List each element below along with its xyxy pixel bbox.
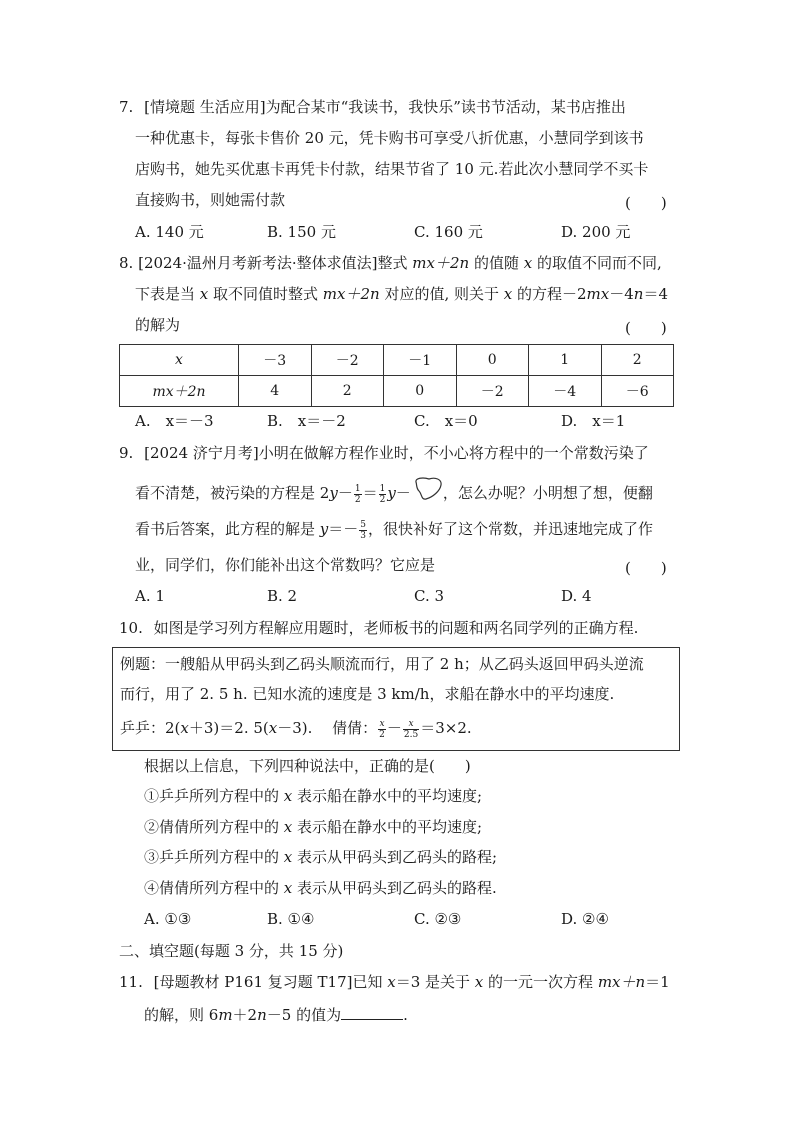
- box-text: ＝3×2.: [420, 719, 472, 737]
- section-heading: 二、填空题(每题 3 分，共 15 分): [119, 942, 344, 960]
- table-cell: －4: [529, 376, 602, 407]
- q9-text: 看书后答案，此方程的解是: [135, 520, 320, 538]
- q10-option-b[interactable]: B. ①④: [267, 910, 315, 928]
- frac-num: x: [379, 718, 385, 729]
- q8-line2: [135, 283, 668, 305]
- stmt-text: ②倩倩所列方程中的: [144, 818, 284, 836]
- q9-option-b[interactable]: B. 2: [267, 587, 298, 605]
- q8-text: 的值随: [469, 254, 524, 272]
- q9-line2: [135, 477, 653, 511]
- frac-den: 3: [360, 530, 367, 541]
- table-head-x: x: [175, 352, 183, 368]
- stmt-text: ③乒乒所列方程中的: [144, 848, 284, 866]
- q8-text: 对应的值, 则关于: [379, 285, 504, 303]
- q10-statement-1: [144, 785, 482, 807]
- q11-var: n: [257, 1006, 267, 1024]
- q9-text: 看不清楚，被污染的方程是 2: [135, 484, 330, 502]
- q7-line1: [119, 96, 626, 118]
- q11-text: .: [403, 1006, 408, 1024]
- q7-option-d[interactable]: D. 200 元: [561, 223, 631, 241]
- q7-option-c[interactable]: C. 160 元: [414, 223, 483, 241]
- q7-option-a[interactable]: A. 140 元: [135, 223, 204, 241]
- q11-expr: mx＋n: [597, 973, 646, 991]
- q9-var: y: [319, 520, 329, 538]
- q8-option-a[interactable]: A. x＝－3: [135, 412, 214, 430]
- frac-num: 1: [354, 483, 361, 494]
- stmt-var: x: [283, 818, 293, 836]
- box-var: x: [180, 719, 189, 737]
- q11-var: x: [474, 973, 484, 991]
- q8-expr: mx＋2n: [322, 285, 380, 303]
- box-fraction: [378, 719, 386, 740]
- table-cell: －1: [384, 345, 457, 376]
- q8-text: －4: [609, 285, 634, 303]
- frac-num: 1: [379, 483, 386, 494]
- table-header-cell: [120, 376, 239, 407]
- q11-text: ＝3 是关于: [395, 973, 475, 991]
- table-cell: －6: [601, 376, 674, 407]
- q11-var: x: [387, 973, 396, 991]
- q8-option-c[interactable]: C. x＝0: [414, 412, 478, 430]
- q9-option-a[interactable]: A. 1: [135, 587, 165, 605]
- box-line2: 而行，用了 2. 5 h. 已知水流的速度是 3 km/h，求船在静水中的平均速度.: [120, 685, 615, 703]
- box-var: x: [268, 719, 278, 737]
- q11-number: 11.: [119, 973, 143, 991]
- q8-line1: [119, 252, 662, 274]
- stmt-text: 表示船在静水中的平均速度;: [292, 818, 483, 836]
- table-cell: 2: [311, 376, 384, 407]
- q10-option-a[interactable]: A. ①③: [144, 910, 192, 928]
- q7-number: 7.: [119, 98, 134, 116]
- stmt-var: x: [283, 879, 293, 897]
- q9-text: －: [395, 484, 411, 502]
- q9-line3: [135, 514, 653, 544]
- q11-text: [母题教材 P161 复习题 T17]已知: [153, 973, 388, 991]
- q9-var: y: [329, 484, 338, 502]
- q8-text: 的方程－2: [512, 285, 587, 303]
- q10-option-d[interactable]: D. ②④: [561, 910, 609, 928]
- q10-question: 根据以上信息，下列四种说法中，正确的是( ): [144, 757, 471, 775]
- table-cell: 2: [601, 345, 674, 376]
- table-cell: 4: [239, 376, 312, 407]
- q8-text: 的取值不同而不同,: [532, 254, 662, 272]
- q8-text: [2024·温州月考新考法·整体求值法]整式: [138, 254, 413, 272]
- q10-example-box: [112, 647, 680, 751]
- stmt-text: ①乒乒所列方程中的: [144, 787, 284, 805]
- q9-text: －: [337, 484, 353, 502]
- q10-statement-4: [144, 877, 497, 899]
- q9-line4: 业，同学们，你们能补出这个常数吗？它应是: [135, 556, 436, 574]
- q9-var: y: [387, 484, 396, 502]
- box-text: ＋3)＝2. 5(: [188, 719, 269, 737]
- q7-line3: 店购书，她先买优惠卡再凭卡付款，结果节省了 10 元.若此次小慧同学不买卡: [135, 160, 649, 178]
- box-text: 乒乒：2(: [120, 719, 181, 737]
- q11-line2: [144, 1003, 408, 1026]
- table-cell: －2: [456, 376, 529, 407]
- box-line3: [120, 714, 472, 742]
- stmt-var: x: [283, 848, 293, 866]
- stmt-var: x: [283, 787, 293, 805]
- stmt-text: 表示从甲码头到乙码头的路程.: [292, 879, 497, 897]
- ink-stain-icon: [413, 477, 443, 511]
- box-text: －3). 倩倩：: [277, 719, 378, 737]
- q9-text: ，怎么办呢？小明想了想，便翻: [442, 484, 653, 502]
- q8-text: ＝4: [643, 285, 668, 303]
- q9-fraction: [354, 484, 362, 505]
- q8-value-table: [119, 344, 674, 407]
- q11-text: 的解，则 6: [144, 1006, 219, 1024]
- q9-option-d[interactable]: D. 4: [561, 587, 592, 605]
- frac-den: 2: [379, 494, 386, 505]
- q7-text: [情境题 生活应用]为配合某市“我读书，我快乐”读书节活动，某书店推出: [144, 98, 626, 116]
- q11-text: －5 的值为: [266, 1006, 342, 1024]
- table-cell: －3: [239, 345, 312, 376]
- q11-text: ＋2: [232, 1006, 258, 1024]
- box-fraction: [403, 719, 419, 740]
- q11-text: ＝1: [645, 973, 670, 991]
- q9-text: ＝: [362, 484, 378, 502]
- q9-text: [2024 济宁月考]小明在做解方程作业时，不小心将方程中的一个常数污染了: [144, 444, 649, 462]
- table-row: [120, 345, 674, 376]
- frac-den: 2: [379, 729, 385, 740]
- q9-answer-paren: ( ): [625, 559, 667, 577]
- frac-num: 5: [360, 519, 367, 530]
- q7-line2: 一种优惠卡，每张卡售价 20 元，凭卡购书可享受八折优惠，小慧同学到该书: [135, 129, 644, 147]
- q10-statement-3: [144, 846, 497, 868]
- q8-text: 取不同值时整式: [208, 285, 323, 303]
- q9-text: ＝－: [328, 520, 359, 538]
- box-line1: 例题：一艘船从甲码头到乙码头顺流而行，用了 2 h；从乙码头返回甲码头逆流: [120, 655, 644, 673]
- q8-line3: 的解为: [135, 316, 181, 334]
- q10-statement-2: [144, 816, 482, 838]
- q8-option-d[interactable]: D. x＝1: [561, 412, 626, 430]
- answer-blank[interactable]: [341, 1003, 403, 1020]
- stmt-text: 表示从甲码头到乙码头的路程;: [292, 848, 498, 866]
- box-text: －: [386, 719, 402, 737]
- frac-num: x: [403, 719, 419, 730]
- q10-text: 如图是学习列方程解应用题时，老师板书的问题和两名同学列的正确方程.: [153, 619, 639, 637]
- table-row: [120, 376, 674, 407]
- q8-option-b[interactable]: B. x＝－2: [267, 412, 346, 430]
- table-head-expr: mx＋2n: [152, 384, 206, 400]
- q9-option-c[interactable]: C. 3: [414, 587, 445, 605]
- q10-option-c[interactable]: C. ②③: [414, 910, 462, 928]
- table-cell: 0: [456, 345, 529, 376]
- q11-line1: [119, 971, 670, 993]
- q7-answer-paren: ( ): [625, 194, 667, 212]
- q8-var: x: [523, 254, 533, 272]
- table-cell: 1: [529, 345, 602, 376]
- stmt-text: 表示船在静水中的平均速度;: [292, 787, 483, 805]
- frac-den: 2.5: [403, 729, 419, 740]
- table-cell: 0: [384, 376, 457, 407]
- q9-text: ，很快补好了这个常数，并迅速地完成了作: [368, 520, 654, 538]
- q11-var: m: [218, 1006, 233, 1024]
- q8-var: x: [503, 285, 513, 303]
- q7-option-b[interactable]: B. 150 元: [267, 223, 336, 241]
- q8-number: 8.: [119, 254, 134, 272]
- q7-line4: 直接购书，则她需付款: [135, 191, 286, 209]
- q8-text: 下表是当: [135, 285, 200, 303]
- q8-var: mx: [586, 285, 610, 303]
- q8-var: n: [633, 285, 644, 303]
- q8-expr: mx＋2n: [412, 254, 470, 272]
- q9-fraction: [379, 484, 387, 505]
- q10-line1: [119, 617, 638, 639]
- q11-text: 的一元一次方程: [483, 973, 598, 991]
- q9-fraction: [359, 520, 367, 541]
- frac-den: 2: [354, 494, 361, 505]
- q8-answer-paren: ( ): [625, 319, 667, 337]
- q10-number: 10.: [119, 619, 143, 637]
- table-cell: －2: [311, 345, 384, 376]
- q8-var: x: [199, 285, 209, 303]
- q9-number: 9.: [119, 444, 134, 462]
- table-header-cell: [120, 345, 239, 376]
- stmt-text: ④倩倩所列方程中的: [144, 879, 284, 897]
- q9-line1: [119, 442, 649, 464]
